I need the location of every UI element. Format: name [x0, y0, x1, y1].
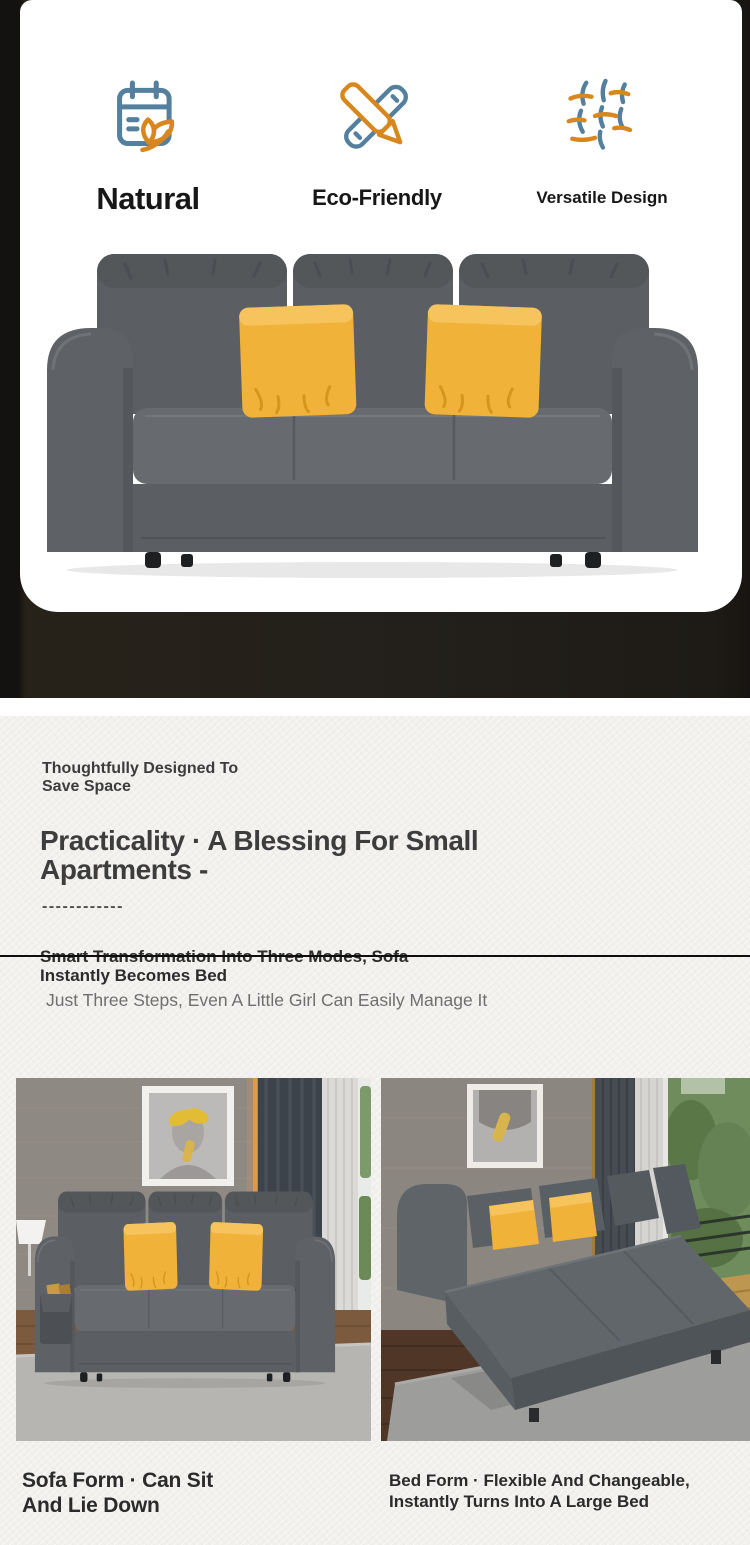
calendar-leaf-icon: [104, 72, 192, 160]
hero-card: [20, 0, 742, 612]
bed-form-image: [381, 1078, 750, 1441]
benefits-section: [0, 698, 750, 1545]
bed-form-caption: Bed Form · Flexible And Changeable, Instantly Turns Into A Large Bed: [389, 1471, 690, 1511]
dashed-divider: ------------: [42, 898, 124, 915]
sofa-form-caption: Sofa Form · Can Sit And Lie Down: [22, 1469, 214, 1517]
feature-label-eco-friendly: Eco-Friendly: [312, 185, 442, 210]
section-subtitle: Instantly Becomes Bed: [40, 965, 228, 985]
feature-label-versatile-design: Versatile Design: [536, 188, 668, 207]
sofa-form-image: [16, 1078, 371, 1441]
feature-label-natural: Natural: [96, 181, 200, 216]
eyebrow-text: Thoughtfully Designed To Save Space: [42, 760, 239, 795]
full-width-divider-line: [0, 955, 750, 957]
section-note: Just Three Steps, Even A Little Girl Can Easily Manage It: [46, 990, 488, 1010]
hero-product-image: [45, 248, 700, 578]
fabric-weave-icon: [560, 74, 644, 158]
section-title: Practicality · A Blessing For Small Apartments -: [40, 825, 479, 885]
pencil-ruler-icon: [334, 76, 418, 160]
hero-section: [0, 0, 750, 698]
